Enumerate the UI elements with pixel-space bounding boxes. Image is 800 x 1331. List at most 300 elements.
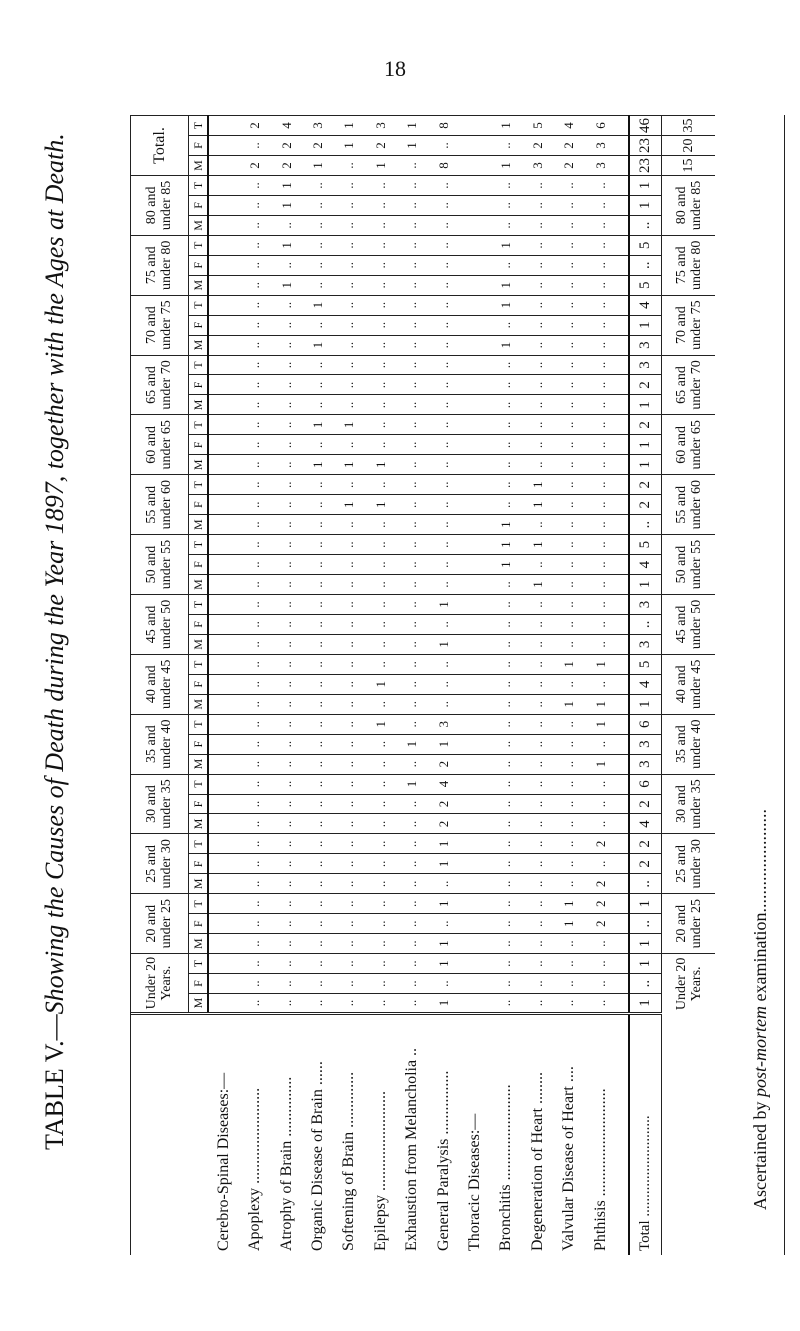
count-cell: .. <box>365 315 396 335</box>
count-cell: .. <box>365 415 396 435</box>
count-cell: .. <box>553 375 584 395</box>
count-cell: .. <box>522 435 553 455</box>
count-cell: .. <box>522 894 553 914</box>
count-cell: .. <box>334 255 365 275</box>
count-cell: .. <box>428 435 459 455</box>
empty-cell <box>459 814 490 834</box>
count-cell: .. <box>553 235 584 255</box>
count-cell: .. <box>553 974 584 994</box>
count-cell: .. <box>553 774 584 794</box>
count-cell: .. <box>302 275 333 295</box>
count-cell: .. <box>239 395 270 415</box>
count-cell: .. <box>585 934 616 954</box>
empty-cell <box>208 295 239 315</box>
count-cell: .. <box>365 694 396 714</box>
count-cell: .. <box>271 395 302 415</box>
empty-cell <box>616 395 629 415</box>
count-cell: .. <box>302 175 333 195</box>
count-cell: .. <box>239 255 270 275</box>
count-cell: .. <box>428 255 459 275</box>
count-cell: .. <box>553 515 584 535</box>
count-cell: .. <box>365 435 396 455</box>
count-cell: .. <box>491 714 522 734</box>
empty-cell <box>208 455 239 475</box>
count-cell: .. <box>522 235 553 255</box>
cause-label: Degeneration of Heart ........ <box>522 1014 553 1256</box>
sex-header-m: M <box>189 874 209 894</box>
count-cell: 1 <box>491 275 522 295</box>
empty-cell <box>459 654 490 674</box>
count-cell: .. <box>553 575 584 595</box>
sex-header-m: M <box>189 814 209 834</box>
count-cell: .. <box>271 475 302 495</box>
count-cell: 1 <box>428 934 459 954</box>
empty-cell <box>616 515 629 535</box>
count-cell: .. <box>302 475 333 495</box>
count-cell: .. <box>428 355 459 375</box>
row-total-cell: 2 <box>553 136 584 156</box>
age-group-header: 20 and under 25 <box>130 894 189 954</box>
totals-cell: 3 <box>629 754 661 774</box>
count-cell: .. <box>396 235 427 255</box>
count-cell: .. <box>239 994 270 1014</box>
sex-header-m: M <box>189 634 209 654</box>
age-group-footer: 25 and under 30 <box>662 834 715 894</box>
count-cell: .. <box>334 594 365 614</box>
count-cell: .. <box>585 974 616 994</box>
age-footer-row <box>662 116 715 1256</box>
sex-header-f: F <box>189 435 209 455</box>
count-cell: 2 <box>585 914 616 934</box>
count-cell: .. <box>239 515 270 535</box>
row-total-cell: 4 <box>553 116 584 136</box>
sex-header-f: F <box>189 195 209 215</box>
empty-cell <box>208 435 239 455</box>
count-cell: .. <box>585 475 616 495</box>
count-cell: .. <box>585 594 616 614</box>
count-cell: .. <box>239 734 270 754</box>
count-cell: .. <box>334 315 365 335</box>
count-cell: .. <box>553 594 584 614</box>
empty-cell <box>208 594 239 614</box>
totals-cell: 1 <box>629 435 661 455</box>
count-cell: .. <box>239 555 270 575</box>
empty-cell <box>208 754 239 774</box>
count-cell: .. <box>522 954 553 974</box>
table-row <box>585 116 616 1256</box>
sex-header-f: F <box>189 734 209 754</box>
empty-cell <box>208 994 239 1014</box>
age-group-header: 30 and under 35 <box>130 774 189 834</box>
count-cell: .. <box>522 455 553 475</box>
cause-label: Bronchitis ........................ <box>491 1014 522 1256</box>
empty-cell <box>208 914 239 934</box>
count-cell: .. <box>302 814 333 834</box>
row-total-cell: .. <box>334 156 365 176</box>
row-total-cell: 3 <box>302 116 333 136</box>
count-cell: .. <box>553 714 584 734</box>
count-cell: .. <box>585 994 616 1014</box>
cause-label: Apoplexy ........................ <box>239 1014 270 1256</box>
count-cell: .. <box>334 175 365 195</box>
count-cell: 1 <box>396 734 427 754</box>
count-cell: .. <box>491 734 522 754</box>
count-cell: .. <box>239 315 270 335</box>
count-cell: .. <box>522 814 553 834</box>
count-cell: 1 <box>302 335 333 355</box>
count-cell: .. <box>491 435 522 455</box>
count-cell: .. <box>396 834 427 854</box>
count-cell: .. <box>522 614 553 634</box>
count-cell: .. <box>239 934 270 954</box>
empty-cell <box>616 495 629 515</box>
count-cell: .. <box>271 954 302 974</box>
count-cell: .. <box>271 834 302 854</box>
count-cell: .. <box>396 375 427 395</box>
count-cell: .. <box>334 774 365 794</box>
count-cell: .. <box>553 934 584 954</box>
count-cell: .. <box>239 974 270 994</box>
count-cell: .. <box>491 195 522 215</box>
count-cell: .. <box>553 535 584 555</box>
count-cell: 1 <box>553 914 584 934</box>
totals-cell: 3 <box>629 355 661 375</box>
sex-header-f: F <box>189 495 209 515</box>
count-cell: .. <box>491 834 522 854</box>
table-row <box>239 116 270 1256</box>
empty-cell <box>208 375 239 395</box>
count-cell: .. <box>491 634 522 654</box>
empty-cell <box>208 954 239 974</box>
empty-cell <box>459 175 490 195</box>
count-cell: .. <box>334 694 365 714</box>
count-cell: .. <box>585 814 616 834</box>
total-sex-header-t: T <box>189 116 209 136</box>
empty-cell <box>616 914 629 934</box>
count-cell: .. <box>365 974 396 994</box>
sex-header-m: M <box>189 694 209 714</box>
count-cell: .. <box>585 295 616 315</box>
count-cell: .. <box>302 994 333 1014</box>
count-cell: .. <box>522 195 553 215</box>
sex-header-m: M <box>189 934 209 954</box>
count-cell: .. <box>428 575 459 595</box>
row-total-cell: .. <box>396 156 427 176</box>
cause-label: Epilepsy ......................... <box>365 1014 396 1256</box>
empty-cell <box>208 136 239 156</box>
count-cell: .. <box>428 495 459 515</box>
empty-cell <box>208 335 239 355</box>
count-cell: 1 <box>491 535 522 555</box>
empty-cell <box>459 634 490 654</box>
count-cell: .. <box>302 255 333 275</box>
count-cell: .. <box>302 934 333 954</box>
age-group-header: 35 and under 40 <box>130 714 189 774</box>
count-cell: .. <box>491 674 522 694</box>
count-cell: .. <box>396 435 427 455</box>
count-cell: .. <box>396 535 427 555</box>
count-cell: 1 <box>334 415 365 435</box>
count-cell: .. <box>271 754 302 774</box>
empty-cell <box>616 634 629 654</box>
count-cell: .. <box>365 894 396 914</box>
count-cell: .. <box>302 575 333 595</box>
empty-cell <box>616 295 629 315</box>
sex-header-f: F <box>189 315 209 335</box>
count-cell: .. <box>239 435 270 455</box>
count-cell: .. <box>334 215 365 235</box>
count-cell: .. <box>428 914 459 934</box>
row-total-cell: 2 <box>239 156 270 176</box>
count-cell: .. <box>365 375 396 395</box>
count-cell: .. <box>491 614 522 634</box>
count-cell: .. <box>334 994 365 1014</box>
totals-row <box>629 116 661 1256</box>
empty-cell <box>459 774 490 794</box>
age-group-header-row <box>130 116 189 1256</box>
count-cell: .. <box>271 295 302 315</box>
count-cell: .. <box>522 335 553 355</box>
count-cell: .. <box>522 375 553 395</box>
row-total-cell: 1 <box>334 116 365 136</box>
count-cell: .. <box>553 854 584 874</box>
count-cell: .. <box>585 555 616 575</box>
empty-cell <box>616 674 629 694</box>
age-group-footer: 65 and under 70 <box>662 355 715 415</box>
row-total-cell: 1 <box>491 156 522 176</box>
count-cell: .. <box>428 235 459 255</box>
count-cell: .. <box>553 415 584 435</box>
count-cell: .. <box>239 834 270 854</box>
empty-cell <box>208 654 239 674</box>
count-cell: 1 <box>302 295 333 315</box>
count-cell: .. <box>585 794 616 814</box>
count-cell: .. <box>522 634 553 654</box>
count-cell: .. <box>396 974 427 994</box>
empty-cell <box>616 136 629 156</box>
count-cell: 1 <box>553 694 584 714</box>
empty-cell <box>459 335 490 355</box>
count-cell: .. <box>365 834 396 854</box>
empty-cell <box>208 415 239 435</box>
empty-cell <box>616 954 629 974</box>
count-cell: .. <box>365 235 396 255</box>
empty-cell <box>208 634 239 654</box>
age-group-header: 60 and under 65 <box>130 415 189 475</box>
count-cell: 1 <box>334 495 365 515</box>
count-cell: 1 <box>585 654 616 674</box>
empty-cell <box>616 355 629 375</box>
empty-cell <box>459 555 490 575</box>
empty-cell <box>208 255 239 275</box>
count-cell: .. <box>239 614 270 634</box>
count-cell: .. <box>365 994 396 1014</box>
table-stage <box>130 115 785 1255</box>
row-total-cell: 1 <box>302 156 333 176</box>
count-cell: 1 <box>302 455 333 475</box>
empty-cell <box>459 156 490 176</box>
empty-cell <box>459 794 490 814</box>
totals-cell: 2 <box>629 854 661 874</box>
count-cell: .. <box>522 415 553 435</box>
cause-label: Thoracic Diseases:— <box>459 1014 490 1256</box>
totals-cell: .. <box>629 215 661 235</box>
totals-cell: 3 <box>629 594 661 614</box>
count-cell: .. <box>334 714 365 734</box>
count-cell: .. <box>365 634 396 654</box>
row-total-cell: 6 <box>585 116 616 136</box>
count-cell: .. <box>365 754 396 774</box>
count-cell: .. <box>491 754 522 774</box>
count-cell: .. <box>334 195 365 215</box>
count-cell: .. <box>271 874 302 894</box>
empty-cell <box>208 974 239 994</box>
table-row <box>271 116 302 1256</box>
count-cell: .. <box>491 774 522 794</box>
age-group-footer: 35 and under 40 <box>662 714 715 774</box>
count-cell: .. <box>522 994 553 1014</box>
count-cell: .. <box>428 315 459 335</box>
count-cell: .. <box>428 555 459 575</box>
section-heading: Cerebro-Spinal Diseases:— <box>208 1014 239 1256</box>
footnote-italic: post-mortem <box>750 1006 770 1098</box>
cause-label: General Paralysis ................ <box>428 1014 459 1256</box>
count-cell: .. <box>271 674 302 694</box>
count-cell: .. <box>428 375 459 395</box>
table-row <box>522 116 553 1256</box>
count-cell: 1 <box>522 495 553 515</box>
empty-cell <box>616 175 629 195</box>
count-cell: .. <box>396 475 427 495</box>
sex-header-f: F <box>189 854 209 874</box>
empty-cell <box>208 694 239 714</box>
count-cell: .. <box>271 774 302 794</box>
count-cell: .. <box>334 235 365 255</box>
count-cell: .. <box>334 435 365 455</box>
count-cell: .. <box>522 834 553 854</box>
count-cell: .. <box>553 794 584 814</box>
count-cell: .. <box>522 714 553 734</box>
count-cell: .. <box>271 734 302 754</box>
empty-cell <box>459 854 490 874</box>
count-cell: .. <box>585 515 616 535</box>
table-row <box>302 116 333 1256</box>
empty-cell <box>459 415 490 435</box>
empty-cell <box>208 894 239 914</box>
empty-cell <box>459 994 490 1014</box>
count-cell: .. <box>271 714 302 734</box>
sex-header-t: T <box>189 834 209 854</box>
cause-label: Atrophy of Brain ............... <box>271 1014 302 1256</box>
count-cell: .. <box>553 555 584 575</box>
totals-cell: 2 <box>629 475 661 495</box>
sex-header-f: F <box>189 674 209 694</box>
cause-label: Softening of Brain .............. <box>334 1014 365 1256</box>
empty-cell <box>616 754 629 774</box>
count-cell: .. <box>302 495 333 515</box>
count-cell: .. <box>239 954 270 974</box>
cause-label: Phthisis ........................... <box>585 1014 616 1256</box>
count-cell: .. <box>396 515 427 535</box>
count-cell: 1 <box>585 714 616 734</box>
count-cell: .. <box>585 435 616 455</box>
count-cell: .. <box>239 754 270 774</box>
age-group-footer: 40 and under 45 <box>662 654 715 714</box>
empty-cell <box>208 495 239 515</box>
count-cell: .. <box>585 235 616 255</box>
empty-cell <box>459 495 490 515</box>
count-cell: .. <box>553 754 584 774</box>
count-cell: 1 <box>491 295 522 315</box>
count-cell: .. <box>271 594 302 614</box>
count-cell: .. <box>585 395 616 415</box>
count-cell: .. <box>334 335 365 355</box>
empty-cell <box>616 934 629 954</box>
count-cell: .. <box>428 614 459 634</box>
count-cell: .. <box>365 575 396 595</box>
row-total-cell: 5 <box>522 116 553 136</box>
age-group-footer: 55 and under 60 <box>662 475 715 535</box>
table-caption <box>40 10 70 1150</box>
count-cell: .. <box>302 634 333 654</box>
count-cell: .. <box>428 874 459 894</box>
empty-cell <box>208 814 239 834</box>
count-cell: .. <box>522 734 553 754</box>
count-cell: .. <box>271 654 302 674</box>
empty-cell <box>459 235 490 255</box>
count-cell: .. <box>522 395 553 415</box>
count-cell: .. <box>553 215 584 235</box>
count-cell: .. <box>271 495 302 515</box>
count-cell: 1 <box>491 335 522 355</box>
empty-cell <box>616 275 629 295</box>
count-cell: .. <box>302 195 333 215</box>
count-cell: .. <box>491 954 522 974</box>
count-cell: .. <box>334 734 365 754</box>
count-cell: .. <box>522 974 553 994</box>
count-cell: .. <box>585 335 616 355</box>
count-cell: 1 <box>428 854 459 874</box>
sex-header-t: T <box>189 295 209 315</box>
empty-cell <box>208 235 239 255</box>
count-cell: .. <box>239 654 270 674</box>
sex-header-f: F <box>189 255 209 275</box>
count-cell: .. <box>396 934 427 954</box>
count-cell: .. <box>302 215 333 235</box>
age-group-header: 55 and under 60 <box>130 475 189 535</box>
count-cell: .. <box>585 255 616 275</box>
grand-total-cell: 23 <box>629 136 661 156</box>
count-cell: .. <box>428 455 459 475</box>
count-cell: 1 <box>271 175 302 195</box>
count-cell: .. <box>365 355 396 375</box>
count-cell: .. <box>365 335 396 355</box>
count-cell: .. <box>271 515 302 535</box>
row-total-cell: 8 <box>428 116 459 136</box>
count-cell: .. <box>396 714 427 734</box>
count-cell: .. <box>302 974 333 994</box>
count-cell: .. <box>239 215 270 235</box>
count-cell: .. <box>334 275 365 295</box>
empty-cell <box>459 874 490 894</box>
age-group-footer: 75 and under 80 <box>662 235 715 295</box>
count-cell: .. <box>302 954 333 974</box>
age-group-footer: 50 and under 55 <box>662 535 715 595</box>
count-cell: .. <box>522 275 553 295</box>
footnote-suffix: examination....................... <box>750 809 770 1007</box>
count-cell: .. <box>239 175 270 195</box>
sex-header-f: F <box>189 974 209 994</box>
